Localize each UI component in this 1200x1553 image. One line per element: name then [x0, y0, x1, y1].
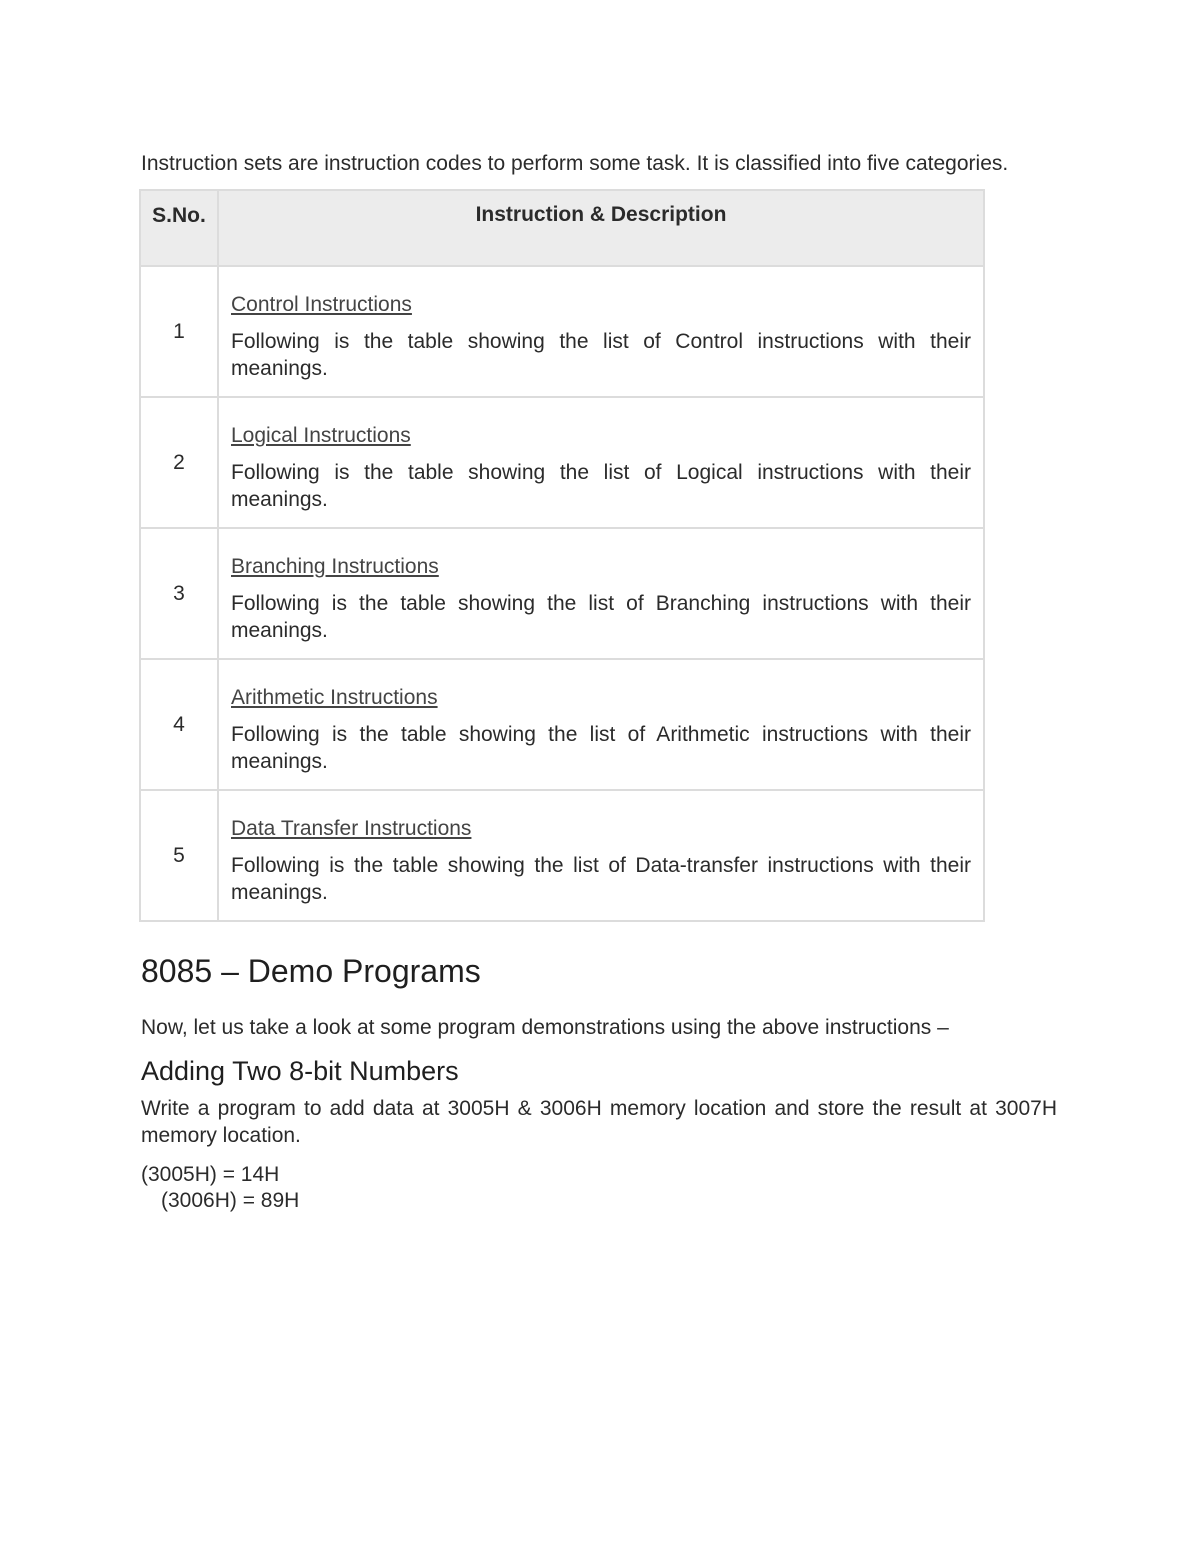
- row-text: Following is the table showing the list of Arithmetic instructions with their meanings.: [231, 723, 971, 773]
- example-heading: Adding Two 8-bit Numbers: [141, 1056, 459, 1086]
- table-row: [140, 790, 984, 921]
- row-sno: 5: [140, 790, 218, 921]
- row-text: Following is the table showing the list of Branching instructions with their meanings.: [231, 592, 971, 642]
- memory-values: [141, 1162, 1057, 1214]
- row-sno: 1: [140, 266, 218, 397]
- memory-line: (3006H) = 89H: [161, 1189, 300, 1212]
- row-description: [218, 528, 984, 659]
- branching-instructions-link[interactable]: Branching Instructions: [231, 555, 439, 578]
- row-text: Following is the table showing the list of Data-transfer instructions with their meanings.: [231, 854, 971, 904]
- table-row: [140, 659, 984, 790]
- row-sno: 2: [140, 397, 218, 528]
- table-row: [140, 528, 984, 659]
- demo-programs-heading: 8085 – Demo Programs: [141, 953, 481, 989]
- intro-paragraph: Instruction sets are instruction codes to perform some task. It is classified into five categories.: [141, 152, 1009, 175]
- row-description: [218, 659, 984, 790]
- table-row: [140, 266, 984, 397]
- row-description: [218, 790, 984, 921]
- row-sno: 4: [140, 659, 218, 790]
- example-description: Write a program to add data at 3005H & 3006H memory location and store the result at 3007H memory location.: [141, 1097, 1057, 1147]
- row-text: Following is the table showing the list of Logical instructions with their meanings.: [231, 461, 971, 511]
- demo-intro-text: Now, let us take a look at some program demonstrations using the above instructions –: [141, 1016, 949, 1039]
- row-description: [218, 266, 984, 397]
- header-description: Instruction & Description: [218, 190, 984, 266]
- document-page: [141, 150, 1057, 1214]
- arithmetic-instructions-link[interactable]: Arithmetic Instructions: [231, 686, 438, 709]
- table-row: [140, 397, 984, 528]
- row-text: Following is the table showing the list of Control instructions with their meanings.: [231, 330, 971, 380]
- logical-instructions-link[interactable]: Logical Instructions: [231, 424, 411, 447]
- memory-line: (3005H) = 14H: [141, 1163, 280, 1186]
- row-sno: 3: [140, 528, 218, 659]
- data-transfer-instructions-link[interactable]: Data Transfer Instructions: [231, 817, 472, 840]
- table-header-row: [140, 190, 984, 266]
- control-instructions-link[interactable]: Control Instructions: [231, 293, 412, 316]
- instruction-table: [139, 189, 985, 922]
- header-sno: S.No.: [140, 190, 218, 266]
- row-description: [218, 397, 984, 528]
